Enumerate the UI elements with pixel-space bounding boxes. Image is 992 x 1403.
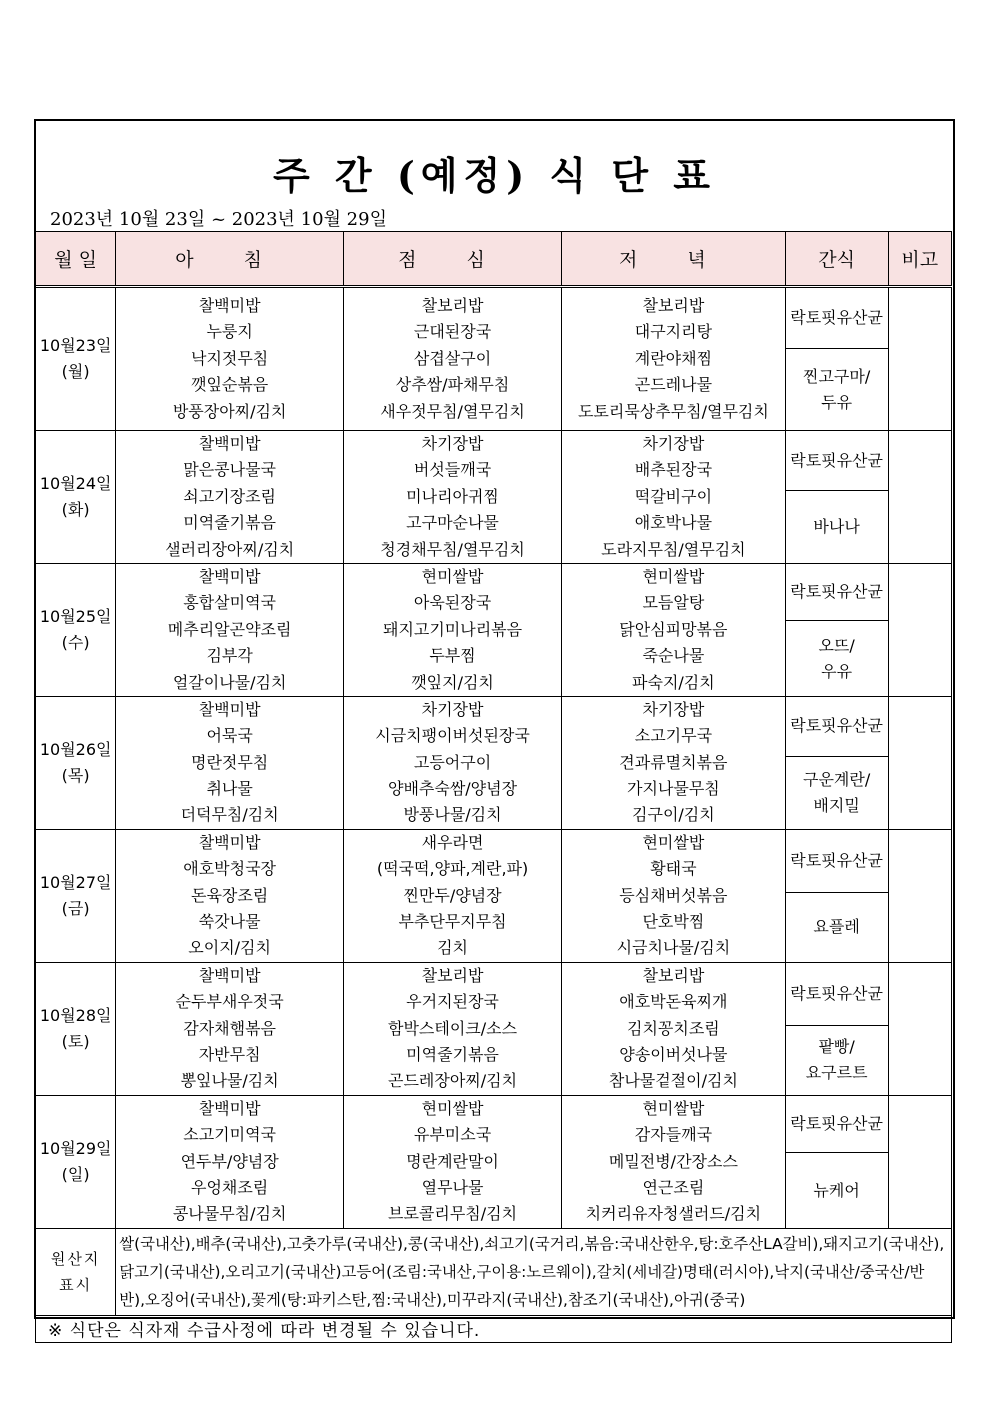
day-weekday: (금) <box>61 898 90 918</box>
dinner-item: 차기장밥 <box>642 434 705 453</box>
dinner-item: 대구지리탕 <box>634 322 713 342</box>
snack-item <box>785 621 888 697</box>
lunch-item: 방풍나물/김치 <box>403 805 502 825</box>
lunch-item: 곤드레장아찌/김치 <box>388 1071 518 1091</box>
dinner-item: 현미쌀밥 <box>642 1098 705 1118</box>
dinner-cell <box>562 431 786 564</box>
lunch-item: 고구마순나물 <box>406 513 499 533</box>
snack-line: 두유 <box>821 392 853 412</box>
remarks-cell <box>888 962 951 1095</box>
day-date: 10월26일 <box>39 739 112 759</box>
dinner-item: 떡갈비구이 <box>634 486 713 506</box>
lunch-item: 깻잎지/김치 <box>411 672 494 692</box>
lunch-item: 찰보리밥 <box>421 965 484 985</box>
note-row <box>36 1315 952 1342</box>
lunch-item: 김치 <box>437 938 468 958</box>
lunch-item: 버섯들깨국 <box>413 460 492 480</box>
snack-item <box>785 349 888 431</box>
breakfast-item: 우엉채조림 <box>190 1177 269 1197</box>
day-date-cell <box>36 287 116 431</box>
breakfast-item: 샐러리장아찌/김치 <box>165 539 295 559</box>
day-weekday: (화) <box>61 499 90 519</box>
dinner-item: 애호박나물 <box>634 513 713 533</box>
dinner-cell <box>562 829 786 962</box>
dinner-item: 계란야채찜 <box>634 348 713 368</box>
snack-probiotic: 락토핏유산균 <box>785 563 888 620</box>
dinner-item: 참나물겉절이/김치 <box>608 1071 738 1091</box>
dinner-item: 등심채버섯볶음 <box>619 885 728 905</box>
breakfast-item: 찰백미밥 <box>198 434 261 453</box>
origin-label-line2: 표시 <box>59 1275 93 1294</box>
dinner-item: 도라지무침/열무김치 <box>601 539 746 559</box>
snack-line: 우유 <box>821 661 853 681</box>
dinner-item: 차기장밥 <box>642 699 705 719</box>
lunch-cell <box>343 829 561 962</box>
breakfast-item: 미역줄기볶음 <box>183 513 276 533</box>
lunch-item: 현미쌀밥 <box>421 1098 484 1118</box>
breakfast-item: 찰백미밥 <box>198 566 261 586</box>
date-range: 2023년 10월 23일 ~ 2023년 10월 29일 <box>50 209 387 230</box>
breakfast-item: 연두부/양념장 <box>180 1151 279 1171</box>
breakfast-item: 자반무침 <box>198 1044 261 1064</box>
dinner-item: 견과류멸치볶음 <box>619 752 728 772</box>
lunch-cell <box>343 962 561 1095</box>
menu-table <box>35 231 952 1343</box>
header-lunch: 점 심 <box>343 232 561 287</box>
header-dinner: 저 녁 <box>562 232 786 287</box>
breakfast-cell <box>116 696 344 829</box>
snack-item <box>785 1153 888 1228</box>
snack-line: 바나나 <box>813 517 860 537</box>
lunch-item: 미역줄기볶음 <box>406 1044 499 1064</box>
breakfast-item: 소고기미역국 <box>183 1125 276 1145</box>
dinner-item: 배추된장국 <box>634 460 713 480</box>
breakfast-item: 홍합살미역국 <box>183 593 276 613</box>
breakfast-item: 뽕잎나물/김치 <box>180 1071 279 1091</box>
dinner-cell <box>562 696 786 829</box>
dinner-cell <box>562 962 786 1095</box>
dinner-item: 닭안심피망볶음 <box>619 619 728 639</box>
day-weekday: (수) <box>61 632 90 652</box>
menu-change-note: ※ 식단은 식자재 수급사정에 따라 변경될 수 있습니다. <box>36 1315 952 1342</box>
breakfast-item: 맑은콩나물국 <box>183 460 276 480</box>
lunch-item: 현미쌀밥 <box>421 566 484 586</box>
lunch-cell <box>343 287 561 431</box>
snack-line: 오뜨/ <box>818 635 855 655</box>
lunch-cell <box>343 431 561 564</box>
lunch-item: 돼지고기미나리볶음 <box>382 619 523 639</box>
dinner-item: 단호박찜 <box>642 912 705 932</box>
header-row <box>36 232 952 287</box>
dinner-item: 치커리유자청샐러드/김치 <box>585 1204 762 1224</box>
lunch-item: 차기장밥 <box>421 434 484 453</box>
dinner-item: 파숙지/김치 <box>632 672 715 692</box>
lunch-item: 새우젓무침/열무김치 <box>380 401 525 421</box>
breakfast-item: 어묵국 <box>206 726 253 746</box>
breakfast-item: 순두부새우젓국 <box>175 992 284 1012</box>
breakfast-item: 방풍장아찌/김치 <box>172 401 287 421</box>
breakfast-item: 쑥갓나물 <box>198 912 261 932</box>
lunch-item: 우거지된장국 <box>406 992 499 1012</box>
lunch-cell <box>343 696 561 829</box>
dinner-item: 가지나물무침 <box>627 779 720 799</box>
breakfast-item: 찰백미밥 <box>198 965 261 985</box>
breakfast-cell <box>116 431 344 564</box>
header-remarks: 비고 <box>888 232 951 287</box>
day-date: 10월28일 <box>39 1005 112 1025</box>
breakfast-item: 취나물 <box>206 779 253 799</box>
dinner-item: 곤드레나물 <box>634 375 713 395</box>
snack-item <box>785 1025 888 1095</box>
dinner-item: 황태국 <box>650 859 697 879</box>
lunch-item: 찰보리밥 <box>421 296 484 316</box>
breakfast-cell <box>116 962 344 1095</box>
lunch-item: 함박스테이크/소스 <box>388 1018 518 1038</box>
day-date-cell <box>36 563 116 696</box>
day-date: 10월25일 <box>39 606 112 626</box>
day-date-cell <box>36 696 116 829</box>
day-date-cell <box>36 829 116 962</box>
lunch-item: 상추쌈/파채무침 <box>395 375 510 395</box>
lunch-item: 브로콜리무침/김치 <box>388 1204 518 1224</box>
menu-sheet <box>34 119 955 1342</box>
remarks-cell <box>888 287 951 431</box>
header-snack: 간식 <box>785 232 888 287</box>
breakfast-item: 찰백미밥 <box>198 296 261 316</box>
lunch-item: 삼겹살구이 <box>413 348 492 368</box>
dinner-item: 애호박돈육찌개 <box>619 992 728 1012</box>
day-date: 10월23일 <box>39 336 112 355</box>
lunch-item: (떡국떡,양파,계란,파) <box>376 859 529 879</box>
day-weekday: (토) <box>61 1031 90 1051</box>
breakfast-cell <box>116 829 344 962</box>
snack-probiotic: 락토핏유산균 <box>785 962 888 1025</box>
snack-probiotic: 락토핏유산균 <box>785 287 888 349</box>
breakfast-item: 명란젓무침 <box>190 752 269 772</box>
snack-probiotic: 락토핏유산균 <box>785 1095 888 1153</box>
lunch-item: 미나리아귀찜 <box>406 486 499 506</box>
lunch-item: 차기장밥 <box>421 699 484 719</box>
breakfast-item: 얼갈이나물/김치 <box>172 672 287 692</box>
origin-label-line1: 원산지 <box>50 1249 101 1268</box>
breakfast-item: 애호박청국장 <box>183 859 276 879</box>
dinner-item: 메밀전병/간장소스 <box>608 1151 738 1171</box>
lunch-item: 시금치팽이버섯된장국 <box>375 726 530 746</box>
lunch-cell <box>343 1095 561 1228</box>
breakfast-item: 돈육장조림 <box>190 885 269 905</box>
remarks-cell <box>888 696 951 829</box>
day-row <box>36 1095 952 1153</box>
day-row <box>36 962 952 1025</box>
day-weekday: (목) <box>61 765 90 785</box>
lunch-cell <box>343 563 561 696</box>
snack-probiotic: 락토핏유산균 <box>785 431 888 491</box>
day-row <box>36 431 952 491</box>
breakfast-item: 찰백미밥 <box>198 1098 261 1118</box>
snack-item <box>785 756 888 829</box>
snack-line: 찐고구마/ <box>803 366 871 386</box>
lunch-item: 새우라면 <box>421 832 484 852</box>
day-row <box>36 829 952 892</box>
dinner-item: 감자들깨국 <box>634 1125 713 1145</box>
day-row <box>36 287 952 349</box>
lunch-item: 유부미소국 <box>413 1125 492 1145</box>
dinner-item: 현미쌀밥 <box>642 566 705 586</box>
dinner-cell <box>562 287 786 431</box>
dinner-item: 모듬알탕 <box>642 593 705 613</box>
day-date-cell <box>36 962 116 1095</box>
dinner-cell <box>562 1095 786 1228</box>
breakfast-item: 찰백미밥 <box>198 832 261 852</box>
dinner-item: 연근조림 <box>642 1177 705 1197</box>
header-breakfast: 아 침 <box>116 232 344 287</box>
breakfast-item: 쇠고기장조림 <box>183 486 276 506</box>
lunch-item: 양배추숙쌈/양념장 <box>388 779 518 799</box>
snack-item <box>785 892 888 962</box>
lunch-item: 찐만두/양념장 <box>403 885 502 905</box>
dinner-item: 도토리묵상추무침/열무김치 <box>577 401 769 421</box>
lunch-item: 청경채무침/열무김치 <box>380 539 525 559</box>
day-date-cell <box>36 431 116 564</box>
dinner-item: 시금치나물/김치 <box>616 938 731 958</box>
snack-line: 구운계란/ <box>803 769 871 789</box>
breakfast-item: 누룽지 <box>206 322 253 342</box>
lunch-item: 열무나물 <box>421 1177 484 1197</box>
remarks-cell <box>888 1095 951 1228</box>
snack-line: 배지밀 <box>813 795 860 815</box>
day-row <box>36 696 952 756</box>
breakfast-item: 메추리알곤약조림 <box>167 619 292 639</box>
breakfast-cell <box>116 287 344 431</box>
day-date-cell <box>36 1095 116 1228</box>
lunch-item: 명란계란말이 <box>406 1151 499 1171</box>
dinner-item: 죽순나물 <box>642 646 705 666</box>
breakfast-item: 더덕무침/김치 <box>180 805 279 825</box>
day-date: 10월24일 <box>39 473 112 493</box>
dinner-item: 김구이/김치 <box>632 805 715 825</box>
snack-probiotic: 락토핏유산균 <box>785 696 888 756</box>
lunch-item: 고등어구이 <box>413 752 492 772</box>
dinner-item: 소고기무국 <box>634 726 713 746</box>
breakfast-cell <box>116 1095 344 1228</box>
lunch-item: 근대된장국 <box>413 322 492 342</box>
dinner-item: 찰보리밥 <box>642 965 705 985</box>
breakfast-item: 깻잎순볶음 <box>190 375 269 395</box>
day-weekday: (일) <box>61 1164 90 1184</box>
snack-line: 뉴케어 <box>813 1180 860 1200</box>
page-title: 주 간 (예정) 식 단 표 <box>272 153 717 198</box>
snack-probiotic: 락토핏유산균 <box>785 829 888 892</box>
remarks-cell <box>888 829 951 962</box>
breakfast-cell <box>116 563 344 696</box>
breakfast-item: 콩나물무침/김치 <box>172 1204 287 1224</box>
day-date: 10월27일 <box>39 872 112 892</box>
breakfast-item: 김부각 <box>206 646 253 666</box>
origin-label <box>36 1228 116 1315</box>
snack-line: 요구르트 <box>805 1063 868 1083</box>
lunch-item: 두부찜 <box>429 646 476 666</box>
lunch-item: 아욱된장국 <box>413 593 492 613</box>
breakfast-item: 낙지젓무침 <box>190 348 269 368</box>
snack-line: 팥빵/ <box>818 1037 855 1057</box>
breakfast-item: 감자채햄볶음 <box>183 1018 276 1038</box>
dinner-item: 찰보리밥 <box>642 296 705 316</box>
day-weekday: (월) <box>61 362 90 381</box>
lunch-item: 부추단무지무침 <box>398 912 507 932</box>
dinner-item: 양송이버섯나물 <box>619 1044 728 1064</box>
remarks-cell <box>888 431 951 564</box>
breakfast-item: 찰백미밥 <box>198 699 261 719</box>
dinner-item: 김치꽁치조림 <box>627 1018 720 1038</box>
header-date: 월 일 <box>36 232 116 287</box>
origin-text: 쌀(국내산),배추(국내산),고춧가루(국내산),콩(국내산),쇠고기(국거리,볶음:국내산한우,탕:호주산LA갈비),돼지고기(국내산),닭고기(국내산),오리고기(국내산)고등어(조림:국내산,구이용:노르웨이),갈치(세네갈)명태(러시아),낙지(국내산/중국산/반반),오징어(국내산),꽃게(탕:파키스탄,찜:국내산),미꾸라지(국내산),참조기(국내산),아귀(중국) <box>116 1228 952 1315</box>
breakfast-item: 오이지/김치 <box>188 938 271 958</box>
remarks-cell <box>888 563 951 696</box>
day-date: 10월29일 <box>39 1138 112 1158</box>
day-row <box>36 563 952 620</box>
dinner-item: 현미쌀밥 <box>642 832 705 852</box>
snack-line: 요플레 <box>813 917 860 937</box>
origin-row <box>36 1228 952 1315</box>
snack-item <box>785 491 888 564</box>
dinner-cell <box>562 563 786 696</box>
